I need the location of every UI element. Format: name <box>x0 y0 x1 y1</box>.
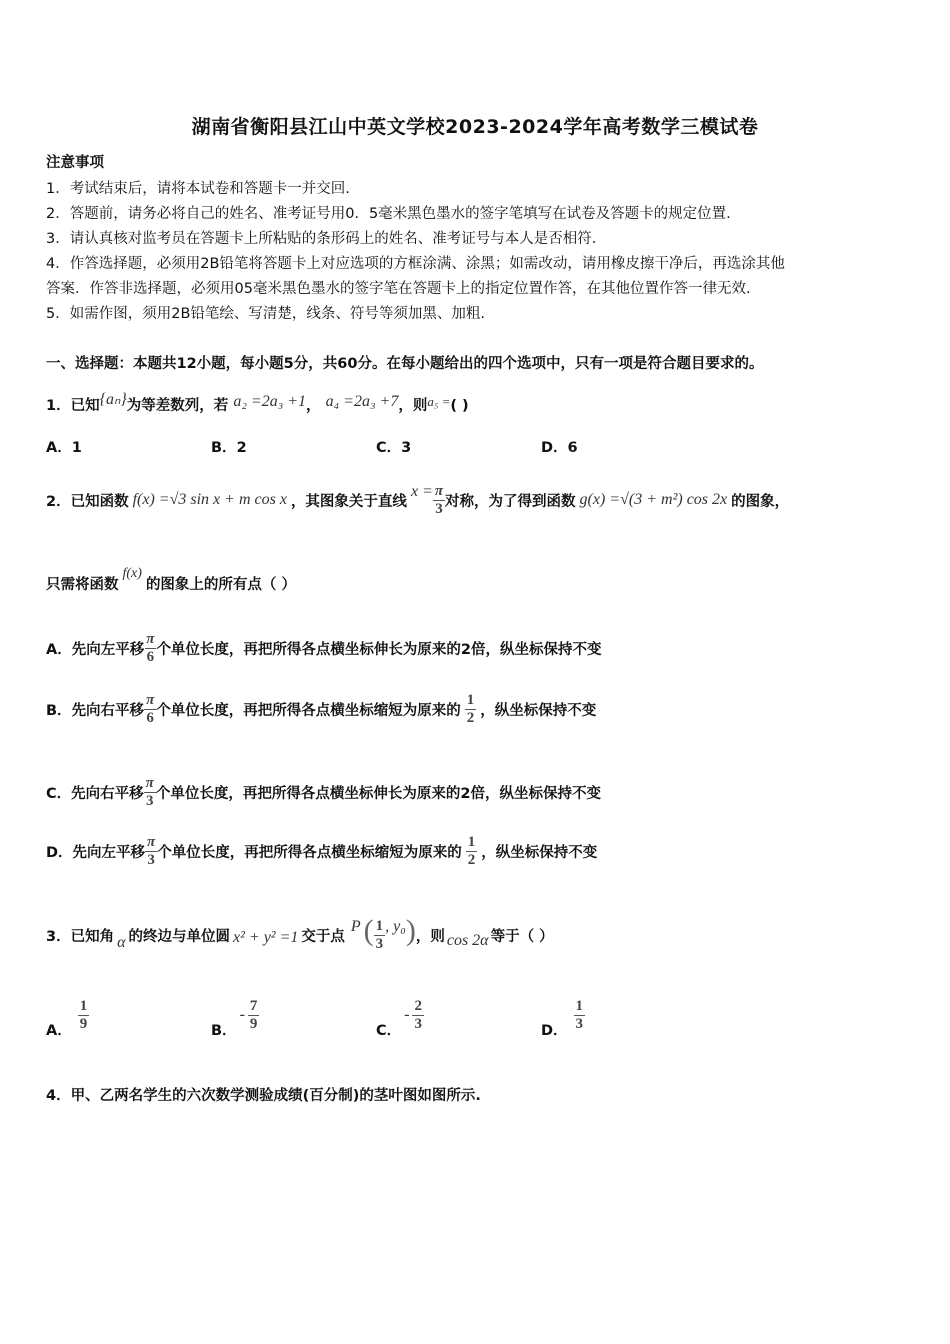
frac-num: π <box>145 775 154 791</box>
note-item: 3．请认真核对监考员在答题卡上所粘贴的条形码上的姓名、准考证号与本人是否相符. <box>46 231 597 247</box>
q2-fx: f(x) <box>122 566 142 581</box>
option-pre: 先向左平移 <box>72 844 146 861</box>
q3-P: P <box>350 918 361 935</box>
option-label: C． <box>376 1022 402 1039</box>
option-sign: - <box>404 1006 410 1023</box>
option-tail: ，纵坐标保持不变 <box>481 844 598 861</box>
q1-option-a[interactable] <box>46 436 82 457</box>
frac-num: π <box>434 483 444 499</box>
note-item: 2．答题前，请务必将自己的姓名、准考证号用0．5毫米黑色墨水的签字笔填写在试卷及答题卡的规定位置. <box>46 206 731 222</box>
option-label: B． <box>211 440 237 456</box>
frac-den: 3 <box>146 792 154 809</box>
note-item: 答案．作答非选择题，必须用05毫米黑色墨水的签字笔在答题卡上的指定位置作答，在其他位置作答一律无效. <box>46 281 751 297</box>
q3-end: 等于（ ） <box>490 928 554 945</box>
q3-then: ，则 <box>415 928 445 945</box>
q3-prefix: 3．已知角 <box>46 928 115 945</box>
q2-line2 <box>46 566 296 594</box>
option-value: 3 <box>401 440 412 456</box>
frac-num: 1 <box>467 834 476 850</box>
q3-y0: , y₀ <box>385 918 406 935</box>
option-fraction <box>144 692 156 726</box>
q3-circle: x² + y² =1 <box>233 929 299 946</box>
option-fraction <box>248 998 260 1032</box>
frac-den: 3 <box>375 935 384 952</box>
option-pre: 先向左平移 <box>71 641 145 658</box>
q2-prefix: 2．已知函数 <box>46 493 129 510</box>
frac-den: 6 <box>146 648 155 665</box>
note-item: 1．考试结束后，请将本试卷和答题卡一并交回. <box>46 181 350 197</box>
option-fraction <box>145 834 157 868</box>
q3-option-b[interactable] <box>211 998 259 1039</box>
question-1 <box>46 389 469 415</box>
q1-comma: ， <box>306 398 321 414</box>
frac-num: 1 <box>466 692 475 708</box>
frac-num: 1 <box>575 998 584 1014</box>
frac-den: 6 <box>146 709 154 726</box>
option-label: D． <box>541 1022 568 1039</box>
q2-option-b[interactable] <box>46 692 596 726</box>
q3-option-a[interactable] <box>46 998 89 1039</box>
option-sign: - <box>239 1006 245 1023</box>
option-label: B． <box>46 702 72 719</box>
option-label: D． <box>541 440 568 456</box>
q1-eq1: a₂ =2a₃ +1 <box>233 393 307 410</box>
q1-then: ，则 <box>398 398 428 414</box>
q2-f: f(x) =√3 sin x + m cos x <box>132 491 287 508</box>
option-label: C． <box>46 785 72 802</box>
q3-point-x <box>374 918 386 952</box>
q1-prefix: 1．已知 <box>46 398 100 414</box>
q1-ask: a₅ = <box>427 394 451 409</box>
option-half <box>466 834 478 868</box>
frac-num: π <box>146 692 155 708</box>
frac-den: 3 <box>414 1015 422 1032</box>
frac-den: 9 <box>79 1015 88 1032</box>
frac-den: 2 <box>466 709 475 726</box>
frac-num: π <box>147 834 156 850</box>
frac-num: π <box>146 631 155 647</box>
question-3 <box>46 914 554 952</box>
option-fraction <box>78 998 90 1032</box>
option-label: C． <box>376 440 402 456</box>
note-item: 5．如需作图，须用2B铅笔绘、写清楚，线条、符号等须加黑、加粗. <box>46 306 486 322</box>
q2-end: 的图象， <box>731 493 790 510</box>
option-post: 个单位长度，再把所得各点横坐标缩短为原来的 <box>156 702 461 719</box>
question-4: 4．甲、乙两名学生的六次数学测验成绩(百分制)的茎叶图如图所示. <box>46 1088 481 1104</box>
option-post: 个单位长度，再把所得各点横坐标伸长为原来的2倍，纵坐标保持不变 <box>156 641 602 658</box>
option-half <box>465 692 477 726</box>
notes-heading: 注意事项 <box>46 155 104 171</box>
q1-mid: 为等差数列，若 <box>126 398 229 414</box>
q2-option-d[interactable] <box>46 834 597 868</box>
frac-num: 1 <box>375 918 384 934</box>
option-pre: 先向右平移 <box>71 702 145 719</box>
option-pre: 先向右平移 <box>71 785 144 802</box>
q2-mid2: 对称，为了得到函数 <box>445 493 576 510</box>
option-label: A． <box>46 1022 72 1039</box>
frac-den: 3 <box>575 1015 584 1032</box>
frac-num: 7 <box>249 998 258 1014</box>
q2-g: g(x) =√(3 + m²) cos 2x <box>579 491 728 508</box>
option-label: A． <box>46 641 72 658</box>
frac-num: 2 <box>414 998 422 1014</box>
q2-option-c[interactable] <box>46 775 601 809</box>
q1-eq2: a₄ =2a₃ +7 <box>325 393 399 410</box>
option-label: A． <box>46 440 72 456</box>
q2-line2b: 的图象上的所有点（ ） <box>145 577 296 593</box>
option-label: D． <box>46 844 73 861</box>
option-value: 6 <box>567 440 578 456</box>
section-heading: 一、选择题：本题共12小题，每小题5分，共60分。在每小题给出的四个选项中，只有一项是符合题目要求的。 <box>46 356 764 372</box>
q1-option-d[interactable] <box>541 436 578 457</box>
q3-lparen: ( <box>363 914 374 947</box>
q2-option-a[interactable] <box>46 631 602 665</box>
option-fraction <box>412 998 424 1032</box>
option-fraction <box>144 775 156 809</box>
q2-mid: ，其图象关于直线 <box>290 493 407 510</box>
q2-xeq: x = <box>410 483 433 500</box>
q3-rparen: ) <box>405 914 416 947</box>
option-post: 个单位长度，再把所得各点横坐标伸长为原来的2倍，纵坐标保持不变 <box>155 785 601 802</box>
option-fraction <box>144 631 156 665</box>
frac-den: 3 <box>435 500 443 517</box>
q3-option-c[interactable] <box>376 998 424 1039</box>
q1-seq: {aₙ} <box>99 391 127 408</box>
frac-num: 1 <box>79 998 88 1014</box>
option-post: 个单位长度，再把所得各点横坐标缩短为原来的 <box>157 844 462 861</box>
q2-line2a: 只需将函数 <box>46 577 119 593</box>
q1-option-c[interactable] <box>376 436 411 457</box>
option-tail: ，纵坐标保持不变 <box>480 702 597 719</box>
option-value: 1 <box>71 440 82 456</box>
question-2 <box>46 483 789 517</box>
q3-cos: cos 2α <box>446 932 489 949</box>
option-value: 2 <box>236 440 247 456</box>
q3-mid2: 交于点 <box>301 928 345 945</box>
q3-mid: 的终边与单位圆 <box>128 928 230 945</box>
q3-alpha: α <box>117 934 126 951</box>
q2-pi-over-3 <box>433 483 445 517</box>
option-fraction <box>574 998 586 1032</box>
q1-paren: ( ) <box>450 398 469 414</box>
frac-den: 3 <box>147 851 155 868</box>
page-title: 湖南省衡阳县江山中英文学校2023-2024学年高考数学三模试卷 <box>191 116 759 138</box>
option-label: B． <box>211 1022 237 1039</box>
frac-den: 2 <box>467 851 476 868</box>
q3-option-d[interactable] <box>541 998 585 1039</box>
note-item: 4．作答选择题，必须用2B铅笔将答题卡上对应选项的方框涂满、涂黑；如需改动，请用橡皮擦干净后，再选涂其他 <box>46 256 785 272</box>
q1-option-b[interactable] <box>211 436 247 457</box>
frac-den: 9 <box>249 1015 258 1032</box>
